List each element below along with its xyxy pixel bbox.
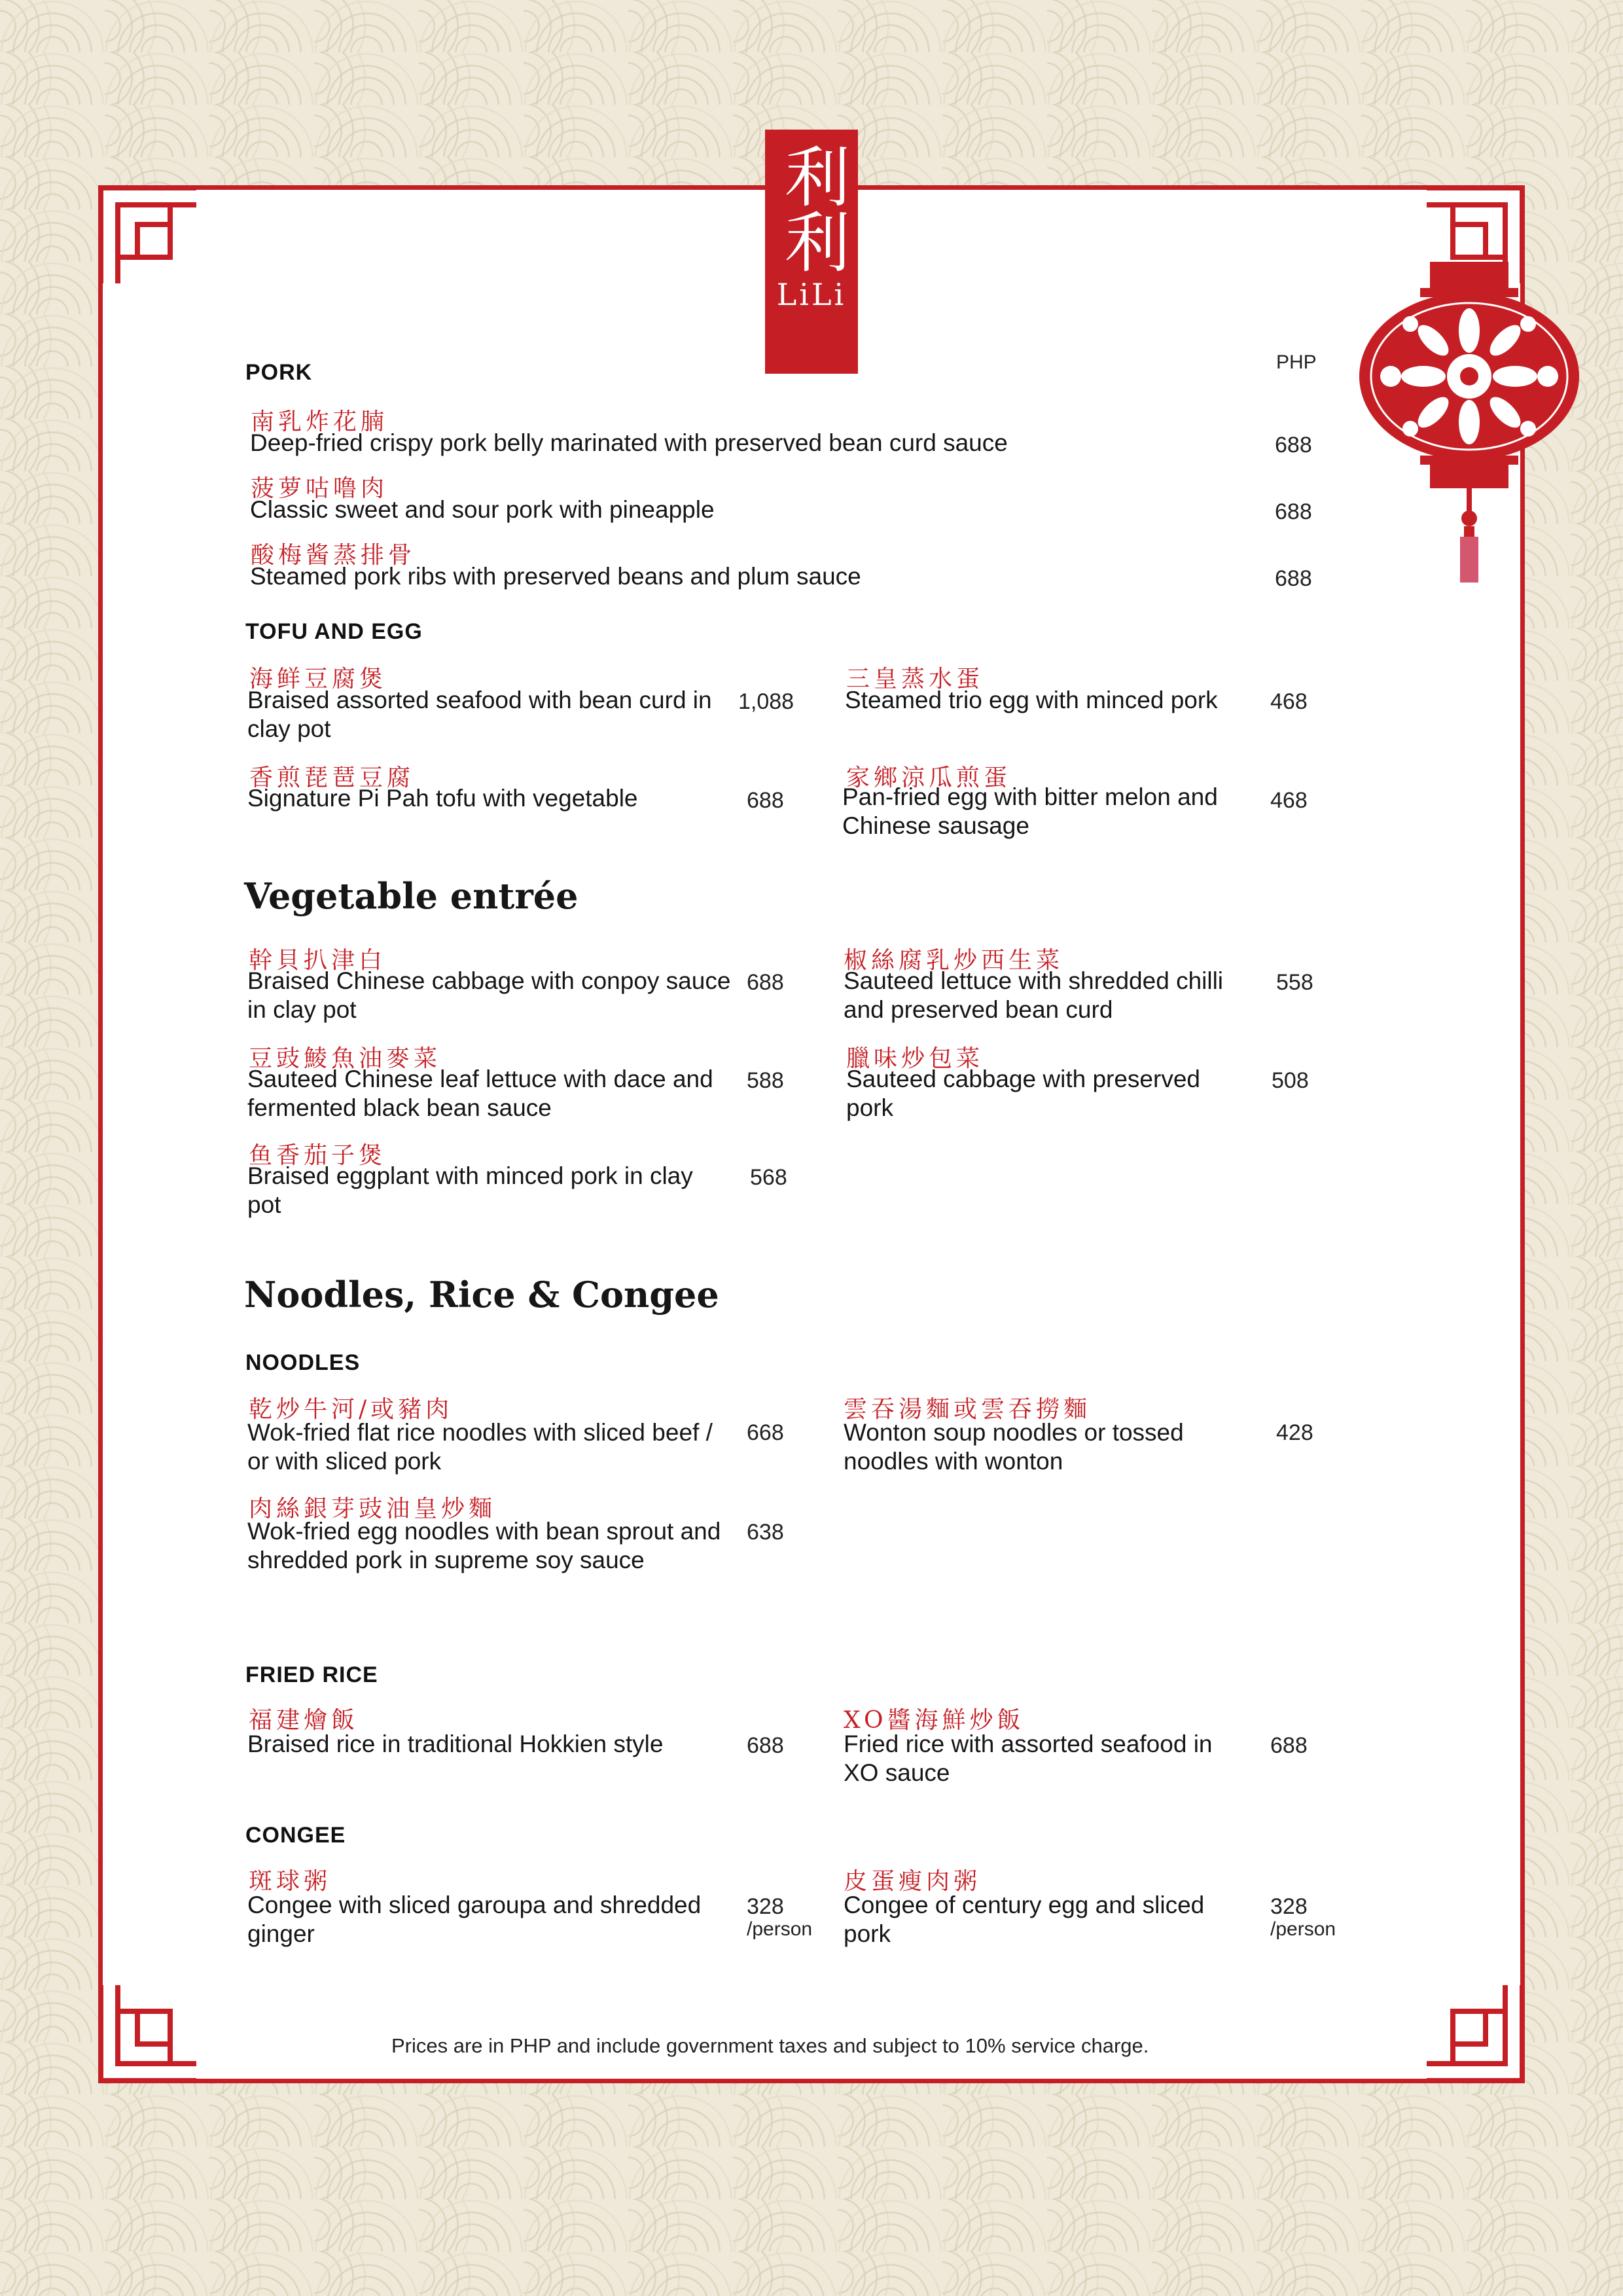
tofu-item-4-chinese: 家鄉涼瓜煎蛋 [846,764,1012,791]
congee-item-1-unit: /person [747,1918,813,1940]
fried-rice-item-2-price: 688 [1270,1733,1308,1758]
fried-rice-item-1-price: 688 [747,1733,784,1758]
section-title-noodles-rice-congee: Noodles, Rice & Congee [244,1274,719,1316]
tofu-item-2-price: 468 [1270,689,1308,714]
vegetable-item-3-price: 588 [747,1068,784,1093]
noodles-item-2-price: 428 [1276,1420,1313,1445]
tofu-item-1-price: 1,088 [738,689,794,714]
corner-ornament-bottom-left [98,1985,196,2083]
vegetable-item-1-price: 688 [747,970,784,995]
noodles-item-1-price: 668 [747,1420,784,1445]
vegetable-item-3-chinese: 豆豉鯪魚油麥菜 [249,1045,442,1072]
currency-header: PHP [1276,351,1317,373]
brand-logo [765,130,858,374]
noodles-item-1-chinese: 乾炒牛河/或豬肉 [249,1396,454,1423]
noodles-item-2-chinese: 雲吞湯麵或雲吞撈麵 [844,1396,1092,1423]
tofu-item-4-price: 468 [1270,788,1308,813]
fried-rice-item-2-description: Fried rice with assorted seafood in XO sauce [844,1731,1213,1786]
tofu-item-4-description: Pan-fried egg with bitter melon and Chinese sausage [842,783,1218,839]
vegetable-item-5-chinese: 鱼香茄子煲 [249,1142,387,1169]
vegetable-item-3-description: Sauteed Chinese leaf lettuce with dace and fermented black bean sauce [247,1066,713,1121]
congee-item-2-price: 328 [1270,1894,1308,1919]
category-tofu-and-egg: TOFU AND EGG [245,619,423,644]
pork-item-2-description: Classic sweet and sour pork with pineapple [250,496,715,523]
pork-item-2-chinese: 菠萝咕噜肉 [251,475,389,502]
lantern-icon [1358,262,1580,589]
vegetable-item-2-chinese: 椒絲腐乳炒西生菜 [844,947,1064,974]
congee-item-1-chinese: 斑球粥 [249,1868,332,1895]
congee-item-2-unit: /person [1270,1918,1336,1940]
pork-item-1-chinese: 南乳炸花腩 [251,408,389,435]
tofu-item-1-description: Braised assorted seafood with bean curd in clay pot [247,687,712,742]
brand-logo-latin: LiLi [776,277,847,312]
pork-item-3-price: 688 [1275,566,1312,591]
tofu-item-1-chinese: 海鲜豆腐煲 [249,666,387,692]
tofu-item-3-chinese: 香煎琵琶豆腐 [249,764,415,791]
brand-logo-han: 利利 [774,143,850,274]
corner-ornament-bottom-right [1427,1985,1525,2083]
vegetable-item-5-description: Braised eggplant with minced pork in clay pot [247,1162,693,1218]
fried-rice-item-2-chinese: XO醬海鮮炒飯 [844,1707,1025,1734]
congee-item-2-chinese: 皮蛋瘦肉粥 [844,1868,982,1895]
category-congee: CONGEE [245,1823,346,1848]
category-fried-rice: FRIED RICE [245,1662,378,1687]
tofu-item-2-description: Steamed trio egg with minced pork [845,687,1218,713]
pork-item-3-description: Steamed pork ribs with preserved beans and plum sauce [250,563,861,590]
vegetable-item-5-price: 568 [750,1165,787,1190]
noodles-item-3-description: Wok-fried egg noodles with bean sprout and shredded pork in supreme soy sauce [247,1518,721,1573]
congee-item-1-price: 328 [747,1894,784,1919]
congee-item-1-description: Congee with sliced garoupa and shredded ginger [247,1892,702,1947]
noodles-item-3-chinese: 肉絲銀芽豉油皇炒麵 [249,1496,497,1522]
corner-ornament-top-left [98,185,196,283]
category-noodles: NOODLES [245,1350,361,1375]
section-title-vegetable: Vegetable entrée [244,875,579,917]
vegetable-item-1-description: Braised Chinese cabbage with conpoy sauce in clay pot [247,967,731,1023]
category-pork: PORK [245,360,313,385]
fried-rice-item-1-description: Braised rice in traditional Hokkien style [247,1731,664,1757]
tofu-item-3-price: 688 [747,788,784,813]
noodles-item-3-price: 638 [747,1520,784,1545]
noodles-item-2-description: Wonton soup noodles or tossed noodles with wonton [844,1419,1184,1475]
noodles-item-1-description: Wok-fried flat rice noodles with sliced beef / or with sliced pork [247,1419,713,1475]
pork-item-3-chinese: 酸梅酱蒸排骨 [251,542,416,569]
pork-item-2-price: 688 [1275,499,1312,524]
footer-note: Prices are in PHP and include government taxes and subject to 10% service charge. [391,2034,1149,2057]
vegetable-item-2-price: 558 [1276,970,1313,995]
congee-item-2-description: Congee of century egg and sliced pork [844,1892,1205,1947]
tofu-item-3-description: Signature Pi Pah tofu with vegetable [247,785,638,812]
pork-item-1-price: 688 [1275,433,1312,457]
tofu-item-2-chinese: 三皇蒸水蛋 [846,666,984,692]
vegetable-item-4-chinese: 臘味炒包菜 [846,1045,984,1072]
vegetable-item-4-price: 508 [1272,1068,1309,1093]
vegetable-item-2-description: Sauteed lettuce with shredded chilli and preserved bean curd [844,967,1224,1023]
vegetable-item-1-chinese: 幹貝扒津白 [249,947,387,974]
fried-rice-item-1-chinese: 福建燴飯 [249,1707,359,1734]
pork-item-1-description: Deep-fried crispy pork belly marinated with preserved bean curd sauce [250,429,1008,456]
vegetable-item-4-description: Sauteed cabbage with preserved pork [846,1066,1200,1121]
